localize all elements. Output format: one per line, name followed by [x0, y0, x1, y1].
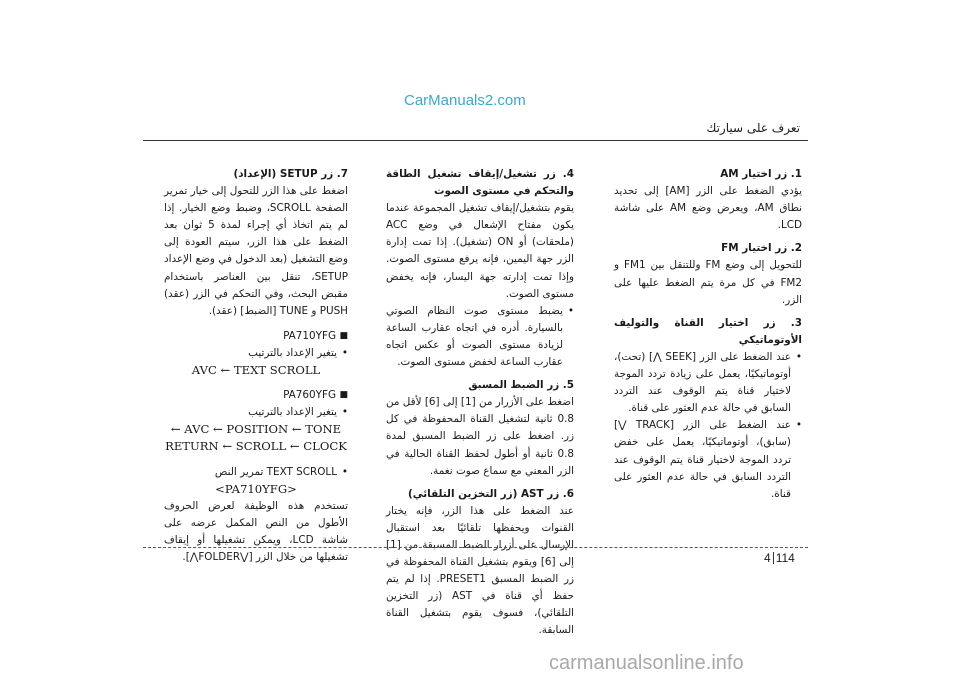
model-pa760: PA760YFG ■	[164, 387, 348, 404]
bullet-seek: • عند الضغط على الزر [SEEK ⋀] (تحت)، أوتوماتيكيًا، يعمل على زيادة تردد الموجة لاختيار قناة يتم الوقوف عند التردد السابق في حالة عدم العثور على قناة.	[614, 349, 802, 417]
watermark-bottom[interactable]: carmanualsonline.info	[549, 652, 744, 674]
setup-sequence-pa760: ← AVC ← POSITION ← TONE RETURN ← SCROLL ← CLOCK	[165, 422, 347, 454]
item-text: اضغط على الأزرار من [1] إلى [6] لأقل من 0.8 ثانية لتشغيل القناة المحفوظة في كل زر. اضغط على زر الضبط المسبق لمدة 0.8 ثانية أو أطول لحفظ القناة الحالية في الزر المعني مع سماع صوت نغمة.	[386, 396, 574, 477]
page-number	[764, 551, 795, 565]
item-heading: 5. زر الضبط المسبق	[468, 379, 574, 392]
item-text: اضغط على هذا الزر للتحول إلى خيار تمرير الصفحة SCROLL، وضبط وضع الخيار. إذا لم يتم اتخاذ أي إجراء لمدة 5 ثوان بعد الضغط على هذا الزر، سيتم العودة إلى وضع التشغيل (بعد الدخول في وضع الإعداد SETUP، تنقل بين العناصر باستخدام مقبض البحث، وفي التحكم في الزر (عقد) PUSH و TUNE [الضبط] (عقد).	[164, 185, 348, 317]
item-preset	[386, 377, 574, 480]
bullet-text-scroll: • TEXT SCROLL تمرير النص	[164, 464, 348, 481]
item-heading: 7. زر SETUP (الإعداد)	[233, 168, 348, 180]
bullet-order: • يتغير الإعداد بالترتيب	[164, 404, 348, 421]
item-text: يقوم بتشغيل/إيقاف تشغيل المجموعة عندما يكون مفتاح الإشعال في وضع ACC (ملحقات) أو ON (تشغيل). إذا تمت إدارة الزر جهة اليمين، فإنه يرفع مستوى الصوت. وإذا تمت إدارته جهة اليسار، فإنه يخفض مستوى الصوت.	[386, 202, 574, 300]
item-text: للتحويل إلى وضع FM وللتنقل بين FM1 و FM2 في كل مرة يتم الضغط عليها على الزر.	[614, 259, 802, 306]
item-text: يؤدي الضغط على الزر [AM] إلى تحديد نطاق AM، ويعرض وضع AM على شاشة LCD.	[614, 185, 803, 232]
bullet-track: • عند الضغط على الزر [TRACK ⋁] (سابق)، أوتوماتيكيًا، يعمل على خفض تردد الموجة لاختيار قناة يتم الوقوف عند التردد السابق في حالة عدم العثور على قناة.	[614, 417, 802, 502]
item-fm-select	[614, 240, 802, 308]
page-title: تعرف على سيارتك	[706, 121, 800, 135]
item-ast	[386, 486, 574, 640]
item-heading: 6. زر AST (زر التخزين التلقائي)	[408, 487, 574, 500]
item-heading: 2. زر اختيار FM	[721, 242, 802, 255]
watermark-top[interactable]: CarManuals2.com	[404, 92, 526, 109]
footer-divider	[143, 547, 808, 548]
column-left	[164, 166, 348, 566]
model-tag: <PA710YFG>	[215, 481, 297, 496]
item-heading: 1. زر اختيار AM	[720, 168, 802, 180]
column-middle	[386, 166, 574, 646]
item-heading: 3. زر اختيار القناة والتوليف الأوتوماتيكي	[614, 316, 802, 346]
item-seek-track	[614, 315, 802, 503]
item-power-volume	[386, 166, 574, 371]
setup-sequence-pa710: AVC ← TEXT SCROLL	[191, 363, 321, 378]
item-am-select	[614, 166, 802, 234]
bullet-volume: • يضبط مستوى صوت النظام الصوتي بالسيارة. أدره في اتجاه عقارب الساعة لزيادة مستوى الصوت أو عكس اتجاه عقارب الساعة لخفض مستوى الصوت.	[386, 303, 574, 371]
chapter-number: 4	[764, 551, 771, 565]
bullet-order: • يتغير الإعداد بالترتيب	[164, 345, 348, 362]
page-separator	[773, 552, 774, 564]
model-pa710: PA710YFG ■	[164, 328, 348, 345]
item-heading: 4. زر تشغيل/إيقاف تشغيل الطاقة والتحكم في مستوى الصوت	[386, 168, 574, 198]
item-text: عند الضغط على هذا الزر، فإنه يختار القنوات ويحفظها تلقائيًا بعد استقبال الإرسال على أزرار الضبط المسبقة من [1] إلى [6] ويقوم بتشغيل القناة المحفوظة في زر الضبط المسبق PRESET1. إذا لم يتم حفظ أي قناة في AST (زر التخزين التلقائي)، فسوف يقوم بتشغيل القناة السابقة.	[386, 504, 575, 637]
header-divider	[143, 140, 808, 141]
page-number-value: 114	[775, 551, 795, 565]
column-right	[614, 166, 802, 509]
item-text: تستخدم هذه الوظيفة لعرض الحروف الأطول من النص المكمل عرضه على شاشة LCD، ويمكن تشغيلها أو إيقاف تشغيلها من خلال الزر [⋁FOLDER⋀].	[164, 499, 349, 563]
